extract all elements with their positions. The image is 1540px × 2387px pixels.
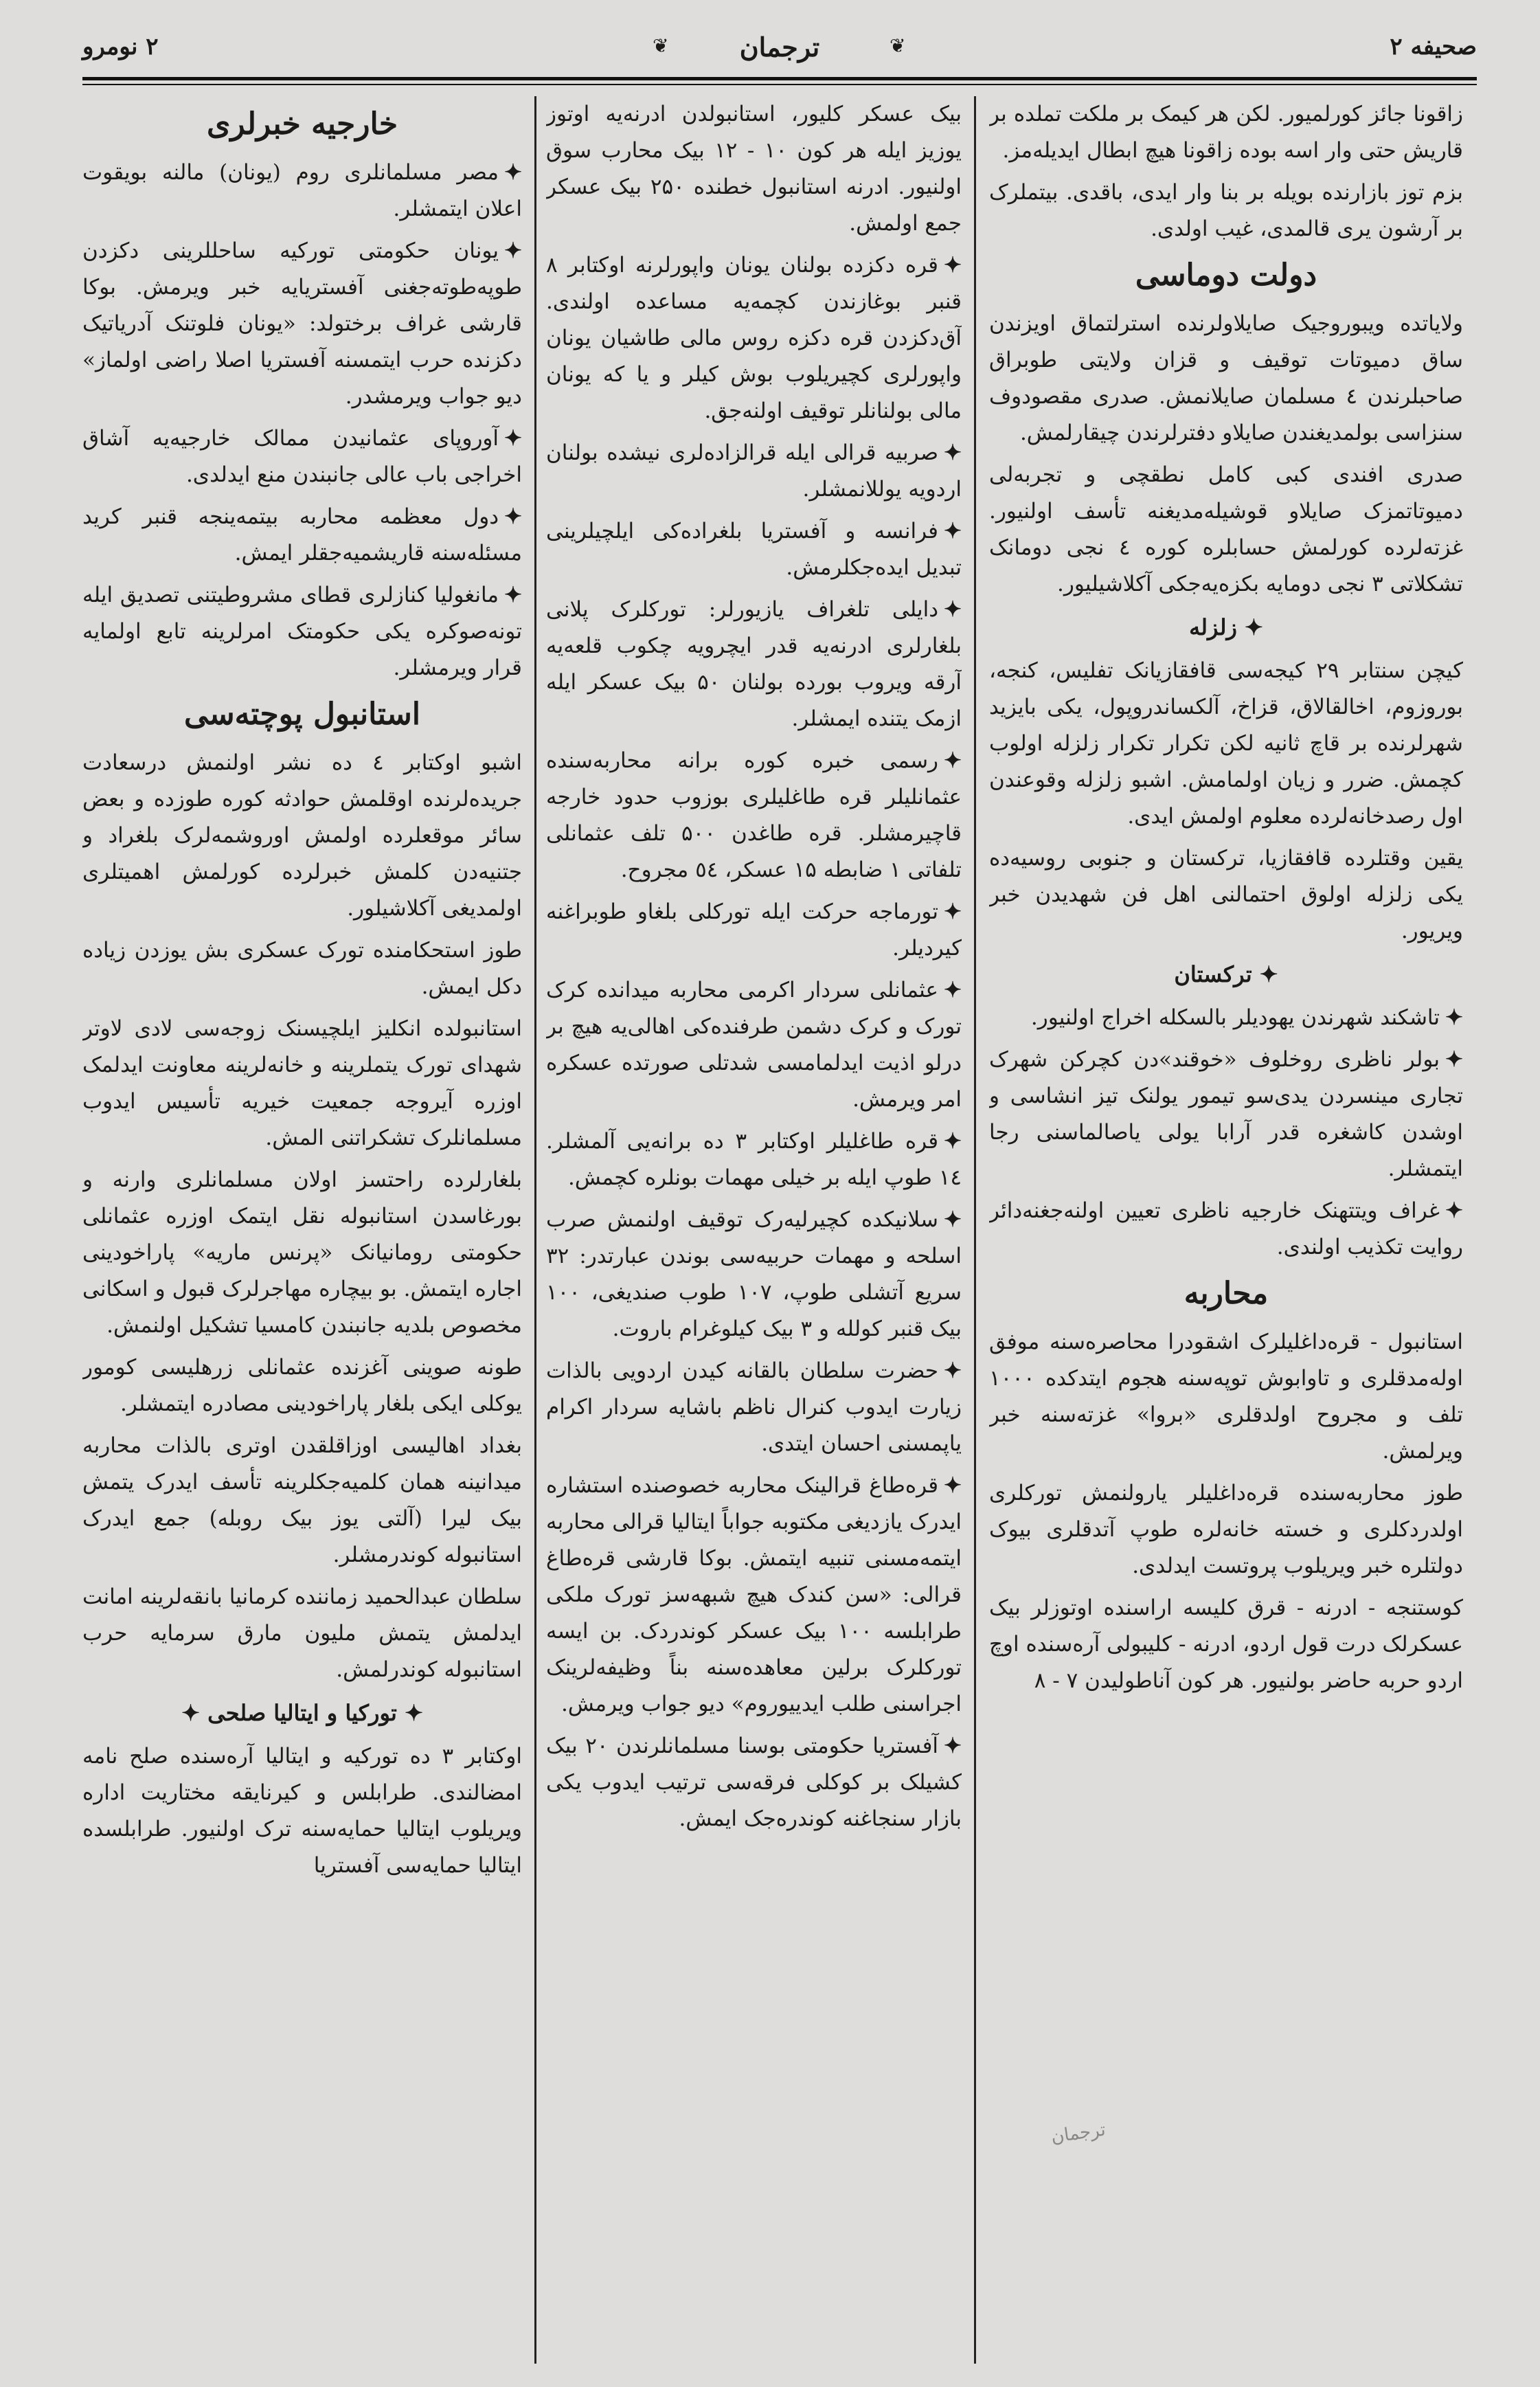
star-icon: ✦ xyxy=(944,899,962,924)
news-item: ✦مانغولیا کنازلری قطای مشروطیتنی تصدیق ایله تونه‌صوکره یکی حکومتک امرلرینه تابع اولمایه قرار ویرمشلر. xyxy=(82,583,522,680)
news-item: ✦بولر ناظری روخلوف «خوقند»دن کچرکن شهرک تجاری مینسردن یدی‌سو تیمور یولنک تیز انشاسی و اوشدن کاشغره قدر آرابا یولی یاصالماسنی رجا ایتمشلر. xyxy=(989,1047,1463,1181)
star-icon: ✦ xyxy=(396,1700,423,1726)
ornament-right-icon: ❦ xyxy=(890,34,906,57)
news-item: ✦تورماجه حرکت ایله تورکلی بلغاو طوبراغنه کیردیلر. xyxy=(546,899,962,961)
star-icon: ✦ xyxy=(944,1129,962,1154)
paragraph: طوز محاربه‌سنده قره‌داغلیلر یارولنمش تورکلری اولدردکلری و خسته خانه‌لره طوپ آتدقلری بیوک دولتلره خبر ویریلوب پروتست ایدلدی. xyxy=(989,1481,1463,1578)
star-icon: ✦ xyxy=(1236,614,1263,640)
news-item: ✦سلانیکده کچیرلیه‌رک توقیف اولنمش صرب اسلحه و مهمات حربیه‌سی بوندن عبارتدر: ۳۲ سریع آتشلی طوپ، ۱۰۷ طوب صندیغی، ۱۰۰ بیک قنبر کولله و ۳ بیک کیلوغرام باروت. xyxy=(546,1207,962,1341)
star-icon: ✦ xyxy=(944,1473,962,1498)
paragraph: ولایاتده ویبوروجیک صایلاولرنده استرلتماق اویزندن ساق دمیوتات توقیف و قزان ولایتی طوبراق صاحبلرندن ٤ مسلمان صایلانمش. صدری مقصودوف سنزاسی بولمدیغندن صایلاو دفترلرندن چیقارلمش. xyxy=(989,311,1463,445)
subsection-heading: ✦ ترکستان xyxy=(1174,961,1278,987)
section-heading: محاربه xyxy=(1184,1276,1269,1311)
news-item: ✦عثمانلی سردار اکرمی محاربه میدانده کرک تورک و کرک دشمن طرفنده‌کی اهالی‌یه هیچ بر درلو اذیت ایدلمامسی شدتلی صورتده عسکره امر ویرمش. xyxy=(546,978,962,1112)
star-icon: ✦ xyxy=(944,440,962,465)
paragraph: کیچن سنتابر ۲۹ کیجه‌سی قافقازیانک تفلیس، کنجه، بوروزوم، اخالقالاق، قزاخ، آلکساندروپول، یکی بایزید شهرلرنده بر قاچ ثانیه لکن تکرار تکرار زلزله اولوب کچمش. ضرر و زیان اولمامش. اشبو زلزله وقوعندن اول رصدخانه‌لرده معلوم اولمش ایدی. xyxy=(989,658,1463,829)
section-heading: دولت دوماسی xyxy=(1135,258,1317,293)
news-item: ✦دول معظمه محاربه بیتمه‌ینجه قنبر کرید مسئله‌سنه قاریشمیه‌جقلر ایمش. xyxy=(82,504,522,565)
faded-stamp: ترجمان xyxy=(1050,2119,1107,2148)
paragraph: بیک عسکر کلیور، استانبولدن ادرنه‌یه اوتوز یوزیز ایله هر کون ۱۰ - ۱۲ بیک محارب سوق اولنیور. ادرنه استانبول خطنده ۲۵۰ بیک عسکر جمع اولمش. xyxy=(546,102,962,236)
paragraph: یقین وقتلرده قافقازیا، ترکستان و جنوبی روسیه‌ده یکی زلزله اولوق احتمالنی اهل فن شهدیدن خبر ویریور. xyxy=(989,846,1463,943)
star-icon: ✦ xyxy=(944,253,962,278)
column-divider xyxy=(974,96,976,2364)
paragraph: اوکتابر ۳ ده تورکیه و ایتالیا آره‌سنده صلح نامه امضالندی. طرابلس و کیرنایقه مختاریت اداره ویریلوب ایتالیا حمایه‌سنه ترک اولنیور. طرابلسده ایتالیا حمایه‌سی آفستریا xyxy=(82,1744,522,1878)
news-item: ✦صربیه قرالی ایله قرالزاده‌لری نیشده بولنان اردویه یوللانمشلر. xyxy=(546,440,962,502)
issue-number: ۲ نومرو xyxy=(82,33,159,60)
ornament-left-icon: ❦ xyxy=(653,34,669,57)
news-item: ✦فرانسه و آفستریا بلغراده‌کی ایلچیلرینی تبدیل ایده‌جکلرمش. xyxy=(546,519,962,580)
paragraph: استانبولده انکلیز ایلچیسنک زوجه‌سی لادی لاوتر شهدای تورک یتملرینه و خانه‌لرینه معاونت ایدلمک اوزره آیروجه جمعیت خیریه تأسیس ایدوب مسلمانلرک تشکراتنی المش. xyxy=(82,1016,522,1150)
paragraph: اشبو اوکتابر ٤ ده نشر اولنمش درسعادت جریده‌لرنده اوقلمش حوادثه کوره طوزده و بعض سائر موقعلرده اولمش اوروشمه‌لرک بلغراد و جتنیه‌دن کلمش خبرلرده کورلمش اهمیتلری اولمدیغی آکلاشیلور. xyxy=(82,750,522,921)
paragraph: استانبول - قره‌داغلیلرک اشقودرا محاصره‌سنه موفق اوله‌مدقلری و تاوابوش توپه‌سنه هجوم ایتدکده ۱۰۰۰ تلف و مجروح اولدقلری «بروا» غزته‌سنه خبر ویرلمش. xyxy=(989,1330,1463,1464)
column-middle xyxy=(546,96,962,2364)
paragraph: بلغارلرده راحتسز اولان مسلمانلری وارنه و بورغاسدن استانبوله نقل ایتمک اوزره عثمانلی حکومتی رومانیانک «پرنس ماریه» پاراخودینی اجاره ایتمش. بو بیچاره مهاجرلرک قبول و اسکانی مخصوص بلدیه جانبندن کامسیا تشکیل اولنمش. xyxy=(82,1167,522,1338)
paragraph: طونه صوینی آغزنده عثمانلی زرهلیسی کومور یوکلی ایکی بلغار پاراخودینی مصادره ایتمشلر. xyxy=(82,1355,522,1416)
section-heading: استانبول پوچته‌سی xyxy=(184,697,420,732)
masthead-rule xyxy=(82,77,1477,80)
star-icon: ✦ xyxy=(944,597,962,622)
column-divider xyxy=(534,96,536,2364)
star-icon: ✦ xyxy=(1445,1047,1463,1072)
paragraph: طوز استحکامنده تورک عسکری بش یوزدن زیاده دکل ایمش. xyxy=(82,938,522,999)
masthead xyxy=(82,21,1477,76)
star-icon: ✦ xyxy=(944,978,962,1002)
paragraph: زاقونا جائز کورلمیور. لکن هر کیمک بر ملکت تملده بر قاریش حتی وار اسه بوده زاقونا هیچ ابطال ایدیله‌مز. xyxy=(989,102,1463,163)
column-left xyxy=(82,96,522,2364)
star-icon: ✦ xyxy=(1252,961,1278,987)
star-icon: ✦ xyxy=(944,519,962,543)
star-icon: ✦ xyxy=(944,1358,962,1383)
star-icon: ✦ xyxy=(944,748,962,773)
masthead-rule-thin xyxy=(82,84,1477,85)
paragraph: کوستنجه - ادرنه - قرق کلیسه اراسنده اوتوزلر بیک عسکرلک درت قول اردو، ادرنه - کلیبولی آره‌سنده اوچ اردو حربه حاضر بولنیور. هر کون آناطولیدن ۷ - ۸ xyxy=(989,1595,1463,1693)
star-icon: ✦ xyxy=(504,426,522,451)
news-item: ✦دایلی تلغراف یازیورلر: تورکلرک پلانی بلغارلری ادرنه‌یه قدر ایچرویه چکوب قلعه‌یه آرقه ویروب بورده بولنان ۵۰ بیک عسکر ایله ازمک یتنده ایمشلر. xyxy=(546,597,962,731)
paragraph: سلطان عبدالحمید زماننده کرمانیا بانقه‌لرینه امانت ایدلمش یتمش ملیون مارق سرمایه حرب استانبوله کوندرلمش. xyxy=(82,1584,522,1682)
star-icon: ✦ xyxy=(504,238,522,263)
star-icon: ✦ xyxy=(1445,1005,1463,1030)
news-item: ✦قره طاغلیلر اوکتابر ۳ ده برانه‌یی آلمشلر. ۱٤ طوپ ایله بر خیلی مهمات بونلره کچمش. xyxy=(546,1129,962,1190)
section-heading: خارجیه خبرلری xyxy=(206,107,398,142)
star-icon: ✦ xyxy=(944,1734,962,1758)
newspaper-title: ترجمان xyxy=(739,32,820,63)
news-item: ✦قره دکزده بولنان یونان واپورلرنه اوکتابر ۸ قنبر بوغازندن کچمه‌یه مساعده اولندی. آق‌دکزدن قره دکزه روس مالی طاشیان یونان واپورلری کچیریلوب بوش کیلر و یا که یونان مالی بولنانلر توقیف اولنه‌جق. xyxy=(546,253,962,423)
news-item: ✦رسمی خبره کوره برانه محاربه‌سنده عثمانلیلر قره طاغلیلری بوزوب حدود خارجه قاچیرمشلر. قره طاغدن ۵۰۰ تلف عثمانلی تلفاتی ۱ ضابطه ۱۵ عسکر، ٥٤ مجروح. xyxy=(546,748,962,882)
paragraph: بزم توز بازارنده بویله بر بنا وار ایدی، باقدی. بیتملرک بر آرشون یری قالمدی، غیب اولدی. xyxy=(989,180,1463,241)
paragraph: بغداد اهالیسی اوزاقلقدن اوتری بالذات محاربه میدانینه همان کلمیه‌جکلرینه تأسف ایدرک یتمش بیک لیرا (آلتی یوز بیک روبله) جمع ایدرک استانبوله کوندرمشلر. xyxy=(82,1433,522,1567)
news-item: ✦تاشکند شهرندن یهودیلر بالسکله اخراج اولنیور. xyxy=(1030,1005,1463,1030)
star-icon: ✦ xyxy=(1445,1198,1463,1223)
star-icon: ✦ xyxy=(504,160,522,185)
news-item: ✦یونان حکومتی تورکیه ساحللرینی دکزدن طوپه‌طوته‌جغنی آفستریایه خبر ویرمش. بوکا قارشی غراف برختولد: «یونان فلوتنک آدریاتیک دکزنده حرب ایتمسنه آفستریا اصلا راضی اولماز» دیو جواب ویرمشدر. xyxy=(82,238,522,409)
column-right xyxy=(989,96,1463,2364)
paragraph: صدری افندی کبی کامل نطقچی و تجربه‌لی دمیوتاتمزک صایلاو قوشیله‌مدیغنه تأسف اولنیور. غزته‌لرده کورلمش حسابلره کوره ٤ نجی دومانک تشکلاتی ۳ نجی دومایه بکزه‌یه‌جکی آکلاشیلیور. xyxy=(989,462,1463,596)
news-item: ✦قره‌طاغ قرالینک محاربه خصوصنده استشاره ایدرک یازدیغی مکتوبه جواباً ایتالیا قرالی محاربه ایتمه‌مسنی تنبیه ایتمش. بوکا قارشی قره‌طاغ قرالی: «سن کندک هیچ شبهه‌سز تورک ملکی طرابلسه ۱۰۰ بیک عسکر کوندردک. بن ایسه تورکلرک برلین معاهده‌سنه بناً وظیفه‌لرینک اجراسنی طلب ایدییوروم» دیو جواب ویرمش. xyxy=(546,1473,962,1716)
subsection-heading: ✦ زلزله xyxy=(1189,614,1263,640)
news-item: ✦حضرت سلطان بالقانه کیدن اردویی بالذات زیارت ایدوب کنرال ناظم باشایه سردار اکرام یاپمسنی احسان ایتدی. xyxy=(546,1358,962,1456)
star-icon: ✦ xyxy=(504,583,522,607)
page-number: صحیفه ۲ xyxy=(1390,33,1477,60)
news-item: ✦غراف ویتتهنک خارجیه ناظری تعیین اولنه‌جغنه‌دائر روایت تکذیب اولندی. xyxy=(989,1198,1463,1259)
star-icon: ✦ xyxy=(504,504,522,529)
star-icon: ✦ xyxy=(944,1207,962,1232)
news-item: ✦آوروپای عثمانیدن ممالک خارجیه‌یه آشاق اخراجی باب عالی جانبندن منع ایدلدی. xyxy=(82,426,522,487)
star-icon: ✦ xyxy=(181,1700,208,1726)
news-item: ✦آفستریا حکومتی بوسنا مسلمانلرندن ۲۰ بیک کشیلک بر کوکلی فرقه‌سی ترتیب ایدوب یکی بازار سنجاغنه کوندره‌جک ایمش. xyxy=(546,1734,962,1831)
news-item: ✦مصر مسلمانلری روم (یونان) مالنه بویقوت اعلان ایتمشلر. xyxy=(82,160,522,221)
subsection-heading: ✦ تورکیا و ایتالیا صلحی ✦ xyxy=(181,1700,423,1726)
